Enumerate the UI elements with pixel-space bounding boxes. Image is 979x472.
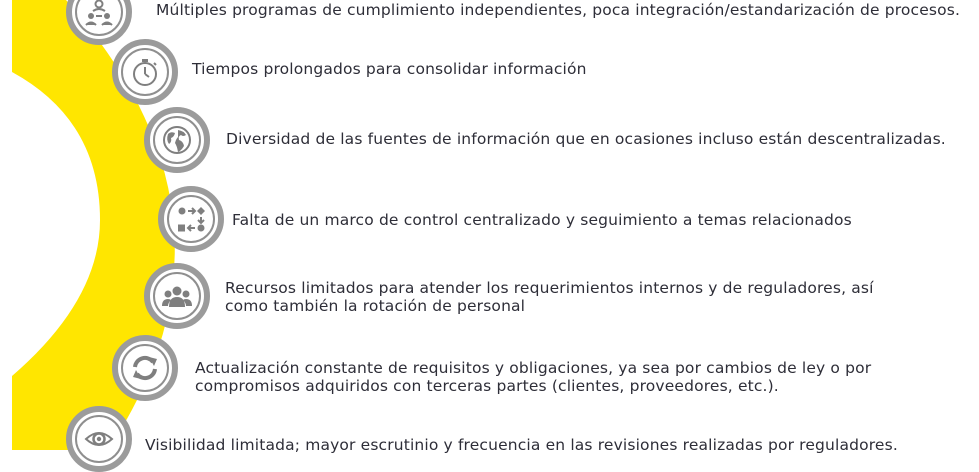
item-text-line: como también la rotación de personal — [225, 297, 526, 315]
item-text-line: Falta de un marco de control centralizado y seguimiento a temas relacionados — [232, 211, 852, 229]
item-text — [226, 130, 946, 148]
icon-badge — [158, 186, 224, 252]
group-icon — [162, 281, 192, 311]
process-flow-icon — [176, 204, 206, 234]
people-network-icon — [84, 0, 114, 27]
icon-badge — [144, 263, 210, 329]
item-text-line: Recursos limitados para atender los requerimientos internos y de reguladores, así — [225, 279, 874, 297]
item-text-line: Visibilidad limitada; mayor escrutinio y frecuencia en las revisiones realizadas por reguladores. — [145, 436, 898, 454]
item-text — [156, 1, 960, 19]
item-text — [195, 359, 871, 395]
icon-disc — [153, 272, 201, 320]
stopwatch-icon — [130, 57, 160, 87]
icon-badge — [144, 107, 210, 173]
item-text — [225, 279, 874, 315]
icon-badge — [112, 39, 178, 105]
icon-disc — [167, 195, 215, 243]
item-text-line: Diversidad de las fuentes de información que en ocasiones incluso están descentralizadas. — [226, 130, 946, 148]
icon-disc — [121, 48, 169, 96]
icon-disc — [121, 344, 169, 392]
icon-badge — [112, 335, 178, 401]
item-text-line: Tiempos prolongados para consolidar información — [192, 60, 587, 78]
item-text — [192, 60, 587, 78]
item-text-line: Actualización constante de requisitos y obligaciones, ya sea por cambios de ley o por — [195, 359, 872, 377]
icon-disc — [75, 0, 123, 36]
globe-icon — [162, 125, 192, 155]
item-text-line: Múltiples programas de cumplimiento independientes, poca integración/estandarización de procesos. — [156, 1, 961, 19]
item-text — [145, 436, 898, 454]
icon-badge — [66, 406, 132, 472]
icon-disc — [153, 116, 201, 164]
icon-disc — [75, 415, 123, 463]
item-text — [232, 211, 852, 229]
item-text-line: compromisos adquiridos con terceras partes (clientes, proveedores, etc.). — [195, 377, 779, 395]
refresh-icon — [130, 353, 160, 383]
